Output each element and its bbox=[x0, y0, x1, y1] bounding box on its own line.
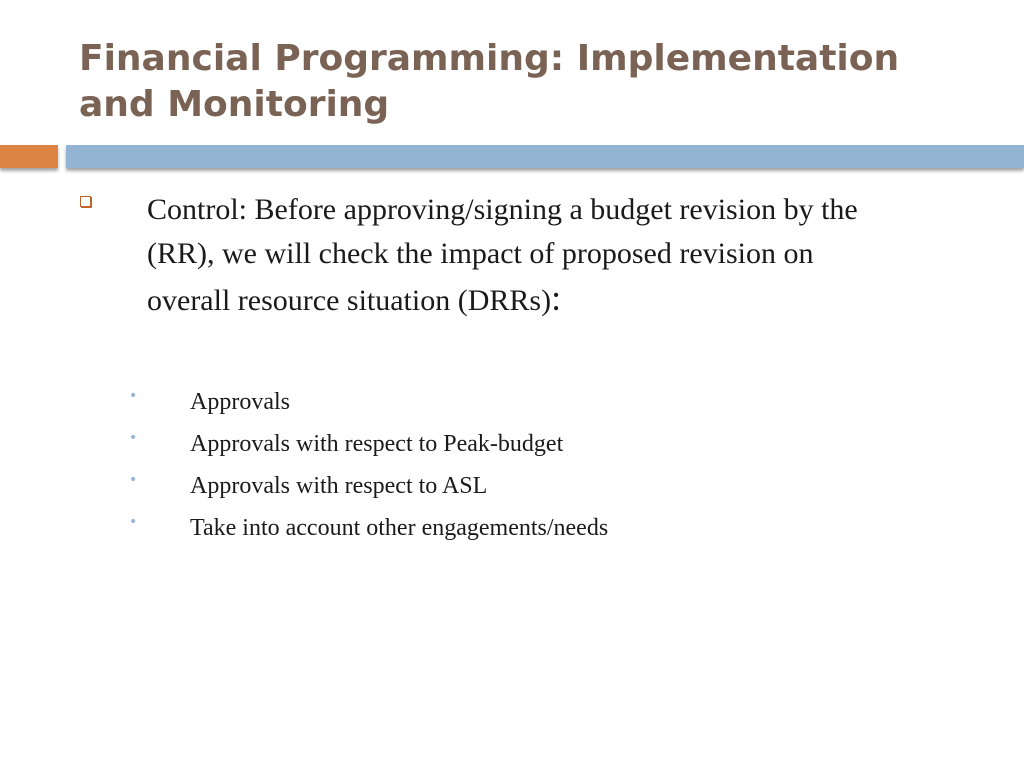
bullet-dot-icon: • bbox=[129, 430, 138, 446]
sub-bullet-list bbox=[0, 383, 1024, 551]
list-item bbox=[0, 509, 1024, 551]
list-item-label: Approvals with respect to Peak-budget bbox=[190, 431, 564, 457]
accent-bar-blue bbox=[66, 145, 1024, 168]
main-bullet-line-1: Control: Before approving/signing a budget revision by the bbox=[147, 193, 858, 226]
title-line-2: and Monitoring bbox=[79, 84, 390, 125]
main-bullet-text bbox=[147, 188, 977, 323]
title-line-1: Financial Programming: Implementation bbox=[79, 38, 900, 79]
slide-title bbox=[79, 36, 979, 128]
list-item-label: Approvals with respect to ASL bbox=[190, 473, 488, 499]
list-item bbox=[0, 425, 1024, 467]
square-bullet-icon bbox=[80, 196, 91, 207]
main-bullet-line-3-text: overall resource situation (DRRs) bbox=[147, 284, 552, 317]
accent-bar-orange bbox=[0, 145, 58, 168]
bullet-dot-icon: • bbox=[129, 388, 138, 404]
list-item-label: Approvals bbox=[190, 389, 290, 415]
bullet-dot-icon: • bbox=[129, 472, 138, 488]
main-bullet-line-2: (RR), we will check the impact of proposed revision on bbox=[147, 237, 814, 270]
list-item-label: Take into account other engagements/needs bbox=[190, 515, 609, 541]
bullet-dot-icon: • bbox=[129, 514, 138, 530]
main-bullet-colon: : bbox=[551, 278, 562, 318]
list-item bbox=[0, 467, 1024, 509]
main-bullet-line-3 bbox=[147, 276, 977, 323]
list-item bbox=[0, 383, 1024, 425]
